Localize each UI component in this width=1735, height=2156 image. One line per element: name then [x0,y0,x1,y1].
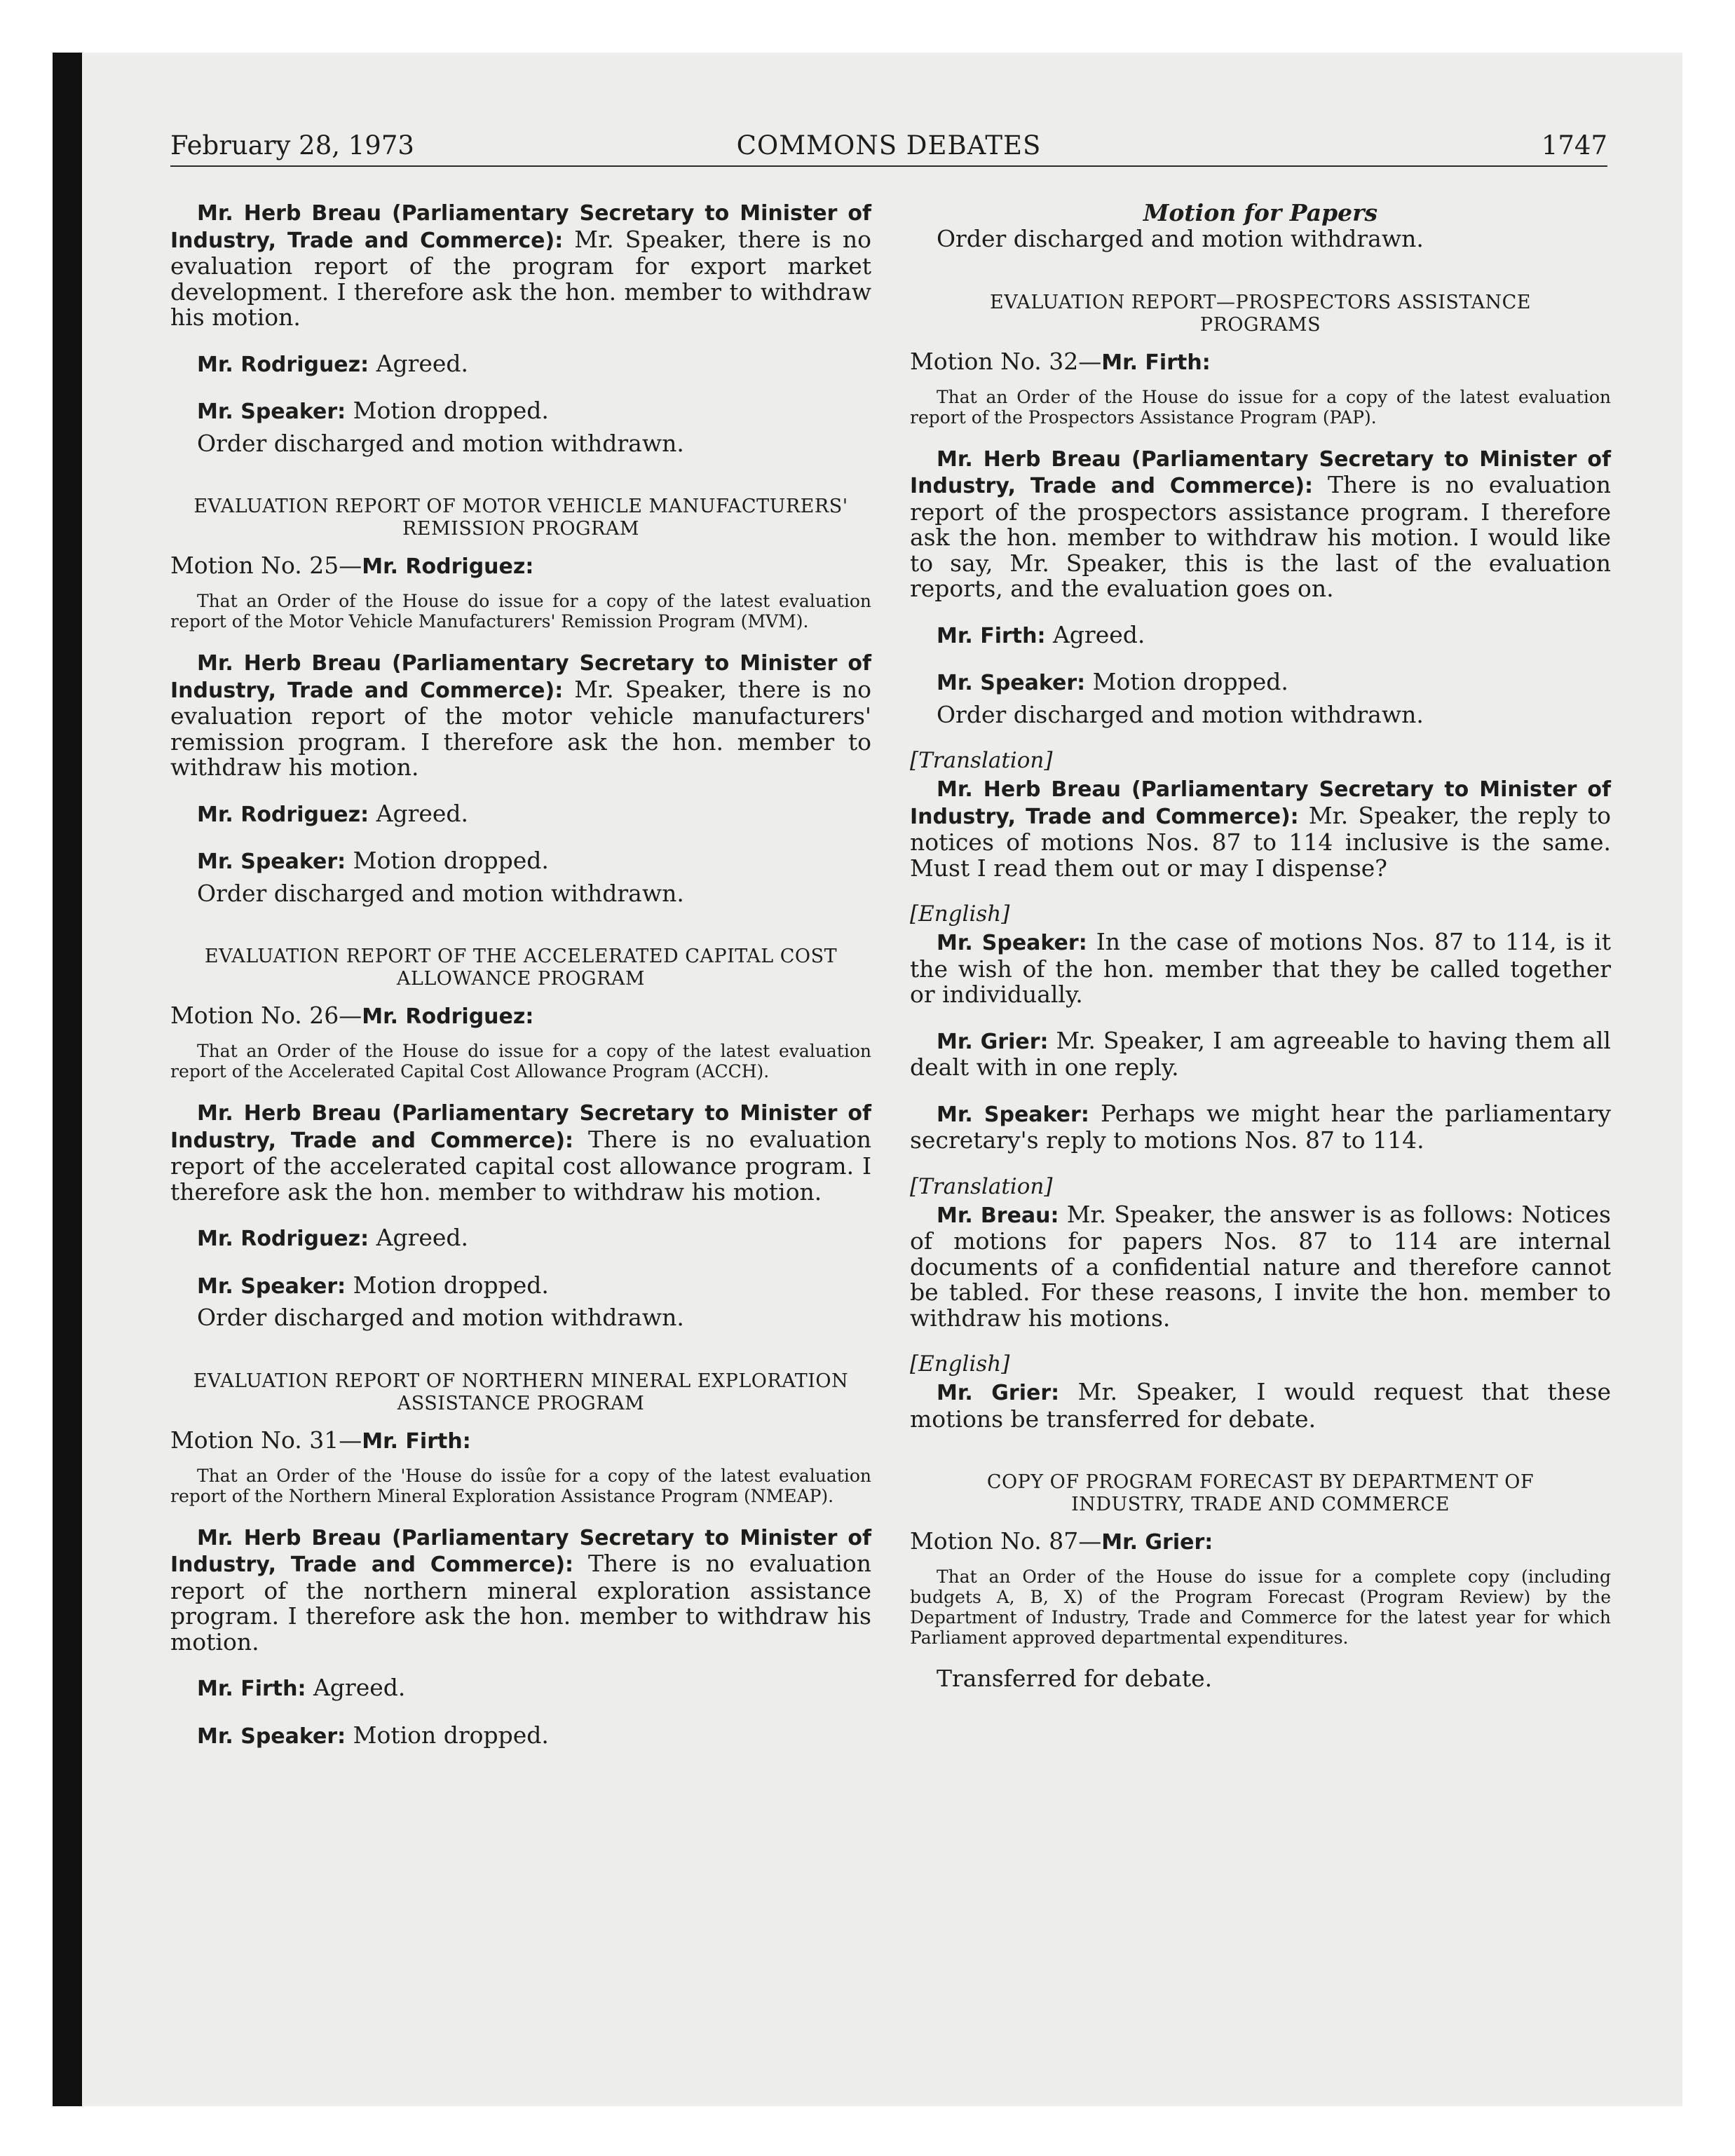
speaker: Mr. Firth: [1101,350,1211,375]
paragraph: Mr. Speaker: Motion dropped. [937,668,1288,695]
speaker: Mr. Grier: [937,1029,1049,1054]
paragraph: Order discharged and motion withdrawn. [937,225,1424,252]
motion-text: That an Order of the House do issue for a complete copy (including budgets A, B, X) of the Program Forecast (Program Review) by the Department of Industry, Trade and Commerce for the latest year for which Parliament approved departmental expenditures. [910,1567,1611,1648]
section-heading: EVALUATION REPORT OF MOTOR VEHICLE MANUFACTURERS' REMISSION PROGRAM [193,496,848,540]
language-label: [Translation] [910,748,1053,773]
motion-text: That an Order of the 'House do issûe for a copy of the latest evaluation report of the Northern Mineral Exploration Assistance Program (NMEAP). [170,1465,871,1506]
section-heading: EVALUATION REPORT OF THE ACCELERATED CAPITAL COST ALLOWANCE PROGRAM [204,946,838,990]
speaker: Mr. Rodriguez: [362,1004,534,1029]
paragraph: Mr. Herb Breau (Parliamentary Secretary to Minister of Industry, Trade and Commerce): There is no evaluation report of the prospectors assistance program. I therefore ask the hon. member to withdraw his motion. I would like to say, Mr. Speaker, this is the last of the evaluation reports, and the evaluation goes on. [910,446,1611,602]
paragraph: Mr. Speaker: Motion dropped. [197,1271,549,1299]
page-header [170,126,1607,167]
paragraph: Mr. Speaker: Perhaps we might hear the parliamentary secretary's reply to motions Nos. 87 to 114. [910,1099,1611,1154]
section-heading: COPY OF PROGRAM FORECAST BY DEPARTMENT OF INDUSTRY, TRADE AND COMMERCE [986,1471,1535,1515]
paragraph: Mr. Speaker: Motion dropped. [197,1721,549,1749]
section-heading: EVALUATION REPORT—PROSPECTORS ASSISTANCE PROGRAMS [990,291,1531,336]
paragraph: Transferred for debate. [937,1665,1213,1692]
motion-text: That an Order of the House do issue for a copy of the latest evaluation report of the Motor Vehicle Manufacturers' Remission Program (MVM). [170,591,871,632]
paragraph: Mr. Rodriguez: Agreed. [197,799,469,827]
speaker: Mr. Herb Breau (Parliamentary Secretary to Minister of Industry, Trade and Commerce): [170,1525,871,1577]
speaker: Mr. Grier: [937,1381,1060,1405]
paragraph: Mr. Firth: Agreed. [197,1674,406,1701]
speaker: Mr. Breau: [937,1203,1059,1228]
speaker: Mr. Firth: [937,623,1046,648]
motion-line: Motion No. 25—Mr. Rodriguez: [170,552,534,579]
speaker: Mr. Herb Breau (Parliamentary Secretary to Minister of Industry, Trade and Commerce): [910,777,1611,829]
speaker: Mr. Speaker: [937,671,1086,695]
speaker: Mr. Herb Breau (Parliamentary Secretary to Minister of Industry, Trade and Commerce): [170,1101,871,1153]
speaker: Mr. Herb Breau (Parliamentary Secretary to Minister of Industry, Trade and Commerce): [170,201,871,253]
language-label: [English] [910,1351,1010,1377]
section-heading: EVALUATION REPORT OF NORTHERN MINERAL EXPLORATION ASSISTANCE PROGRAM [193,1370,849,1414]
speaker: Mr. Firth: [197,1677,306,1701]
header-title: COMMONS DEBATES [736,130,1042,161]
speaker: Mr. Rodriguez: [197,352,369,377]
paragraph: Mr. Breau: Mr. Speaker, the answer is as follows: Notices of motions for papers Nos. 87 to 114 are internal documents of a confidential nature and therefore cannot be tabled. For these reasons, I invite the hon. member to withdraw his motions. [910,1200,1611,1332]
paragraph: Mr. Herb Breau (Parliamentary Secretary to Minister of Industry, Trade and Commerce): There is no evaluation report of the northern mineral exploration assistance program. I therefore ask the hon. member to withdraw his motion. [170,1525,871,1656]
paragraph: Mr. Rodriguez: Agreed. [197,1224,469,1251]
page-number: 1747 [1541,130,1607,161]
paragraph: Order discharged and motion withdrawn. [937,700,1424,728]
left-column [170,200,871,1770]
motion-line: Motion No. 87—Mr. Grier: [910,1527,1213,1555]
motion-text: That an Order of the House do issue for a copy of the latest evaluation report of the Prospectors Assistance Program (PAP). [910,386,1611,428]
section-subtitle: Motion for Papers [1143,199,1378,226]
header-date: February 28, 1973 [170,130,414,161]
paragraph: Order discharged and motion withdrawn. [197,429,684,457]
paragraph: Order discharged and motion withdrawn. [197,879,684,907]
speaker: Mr. Speaker: [937,1102,1089,1127]
right-column [910,200,1611,1712]
speaker: Mr. Rodriguez: [197,1227,369,1251]
speaker: Mr. Grier: [1101,1530,1213,1555]
speaker: Mr. Herb Breau (Parliamentary Secretary to Minister of Industry, Trade and Commerce): [170,651,871,703]
paragraph: Mr. Grier: Mr. Speaker, I am agreeable to having them all dealt with in one reply. [910,1026,1611,1081]
speaker: Mr. Speaker: [197,850,346,874]
motion-line: Motion No. 31—Mr. Firth: [170,1426,471,1454]
speaker: Mr. Rodriguez: [362,554,534,579]
paragraph: Mr. Speaker: Motion dropped. [197,397,549,424]
motion-line: Motion No. 32—Mr. Firth: [910,347,1211,375]
language-label: [English] [910,901,1010,927]
motion-line: Motion No. 26—Mr. Rodriguez: [170,1002,534,1029]
paragraph: Mr. Speaker: Motion dropped. [197,847,549,874]
paragraph: Mr. Herb Breau (Parliamentary Secretary to Minister of Industry, Trade and Commerce): There is no evaluation report of the accelerated capital cost allowance program. I therefore ask the hon. member to withdraw his motion. [170,1101,871,1206]
speaker: Mr. Rodriguez: [197,802,369,827]
paragraph: Mr. Firth: Agreed. [937,620,1145,648]
paragraph: Mr. Rodriguez: Agreed. [197,349,469,377]
paragraph: Mr. Herb Breau (Parliamentary Secretary to Minister of Industry, Trade and Commerce): Mr. Speaker, there is no evaluation report of the motor vehicle manufacturers' remission program. I therefore ask the hon. member to withdraw his motion. [170,651,872,781]
speaker: Mr. Speaker: [937,931,1087,955]
paragraph: Mr. Grier: Mr. Speaker, I would request that these motions be transferred for debate. [910,1378,1611,1433]
speaker: Mr. Firth: [362,1428,471,1454]
speaker: Mr. Speaker: [197,400,346,424]
paragraph: Mr. Speaker: In the case of motions Nos. 87 to 114, is it the wish of the hon. member that they be called together or individually. [910,928,1611,1008]
paragraph: Mr. Herb Breau (Parliamentary Secretary to Minister of Industry, Trade and Commerce): Mr. Speaker, there is no evaluation report of the program for export market development. I therefore ask the hon. member to withdraw his motion. [170,201,872,331]
speaker: Mr. Speaker: [197,1724,346,1749]
paragraph: Mr. Herb Breau (Parliamentary Secretary to Minister of Industry, Trade and Commerce): Mr. Speaker, the reply to notices of motions Nos. 87 to 114 inclusive is the same. Must I read them out or may I dispense? [910,777,1612,882]
paragraph: Order discharged and motion withdrawn. [197,1304,684,1331]
language-label: [Translation] [910,1173,1053,1199]
motion-text: That an Order of the House do issue for a copy of the latest evaluation report of the Accelerated Capital Cost Allowance Program (ACCH). [170,1041,871,1082]
speaker: Mr. Herb Breau (Parliamentary Secretary to Minister of Industry, Trade and Commerce): [910,446,1611,498]
scan-binding-edge [53,53,82,2106]
speaker: Mr. Speaker: [197,1274,346,1299]
